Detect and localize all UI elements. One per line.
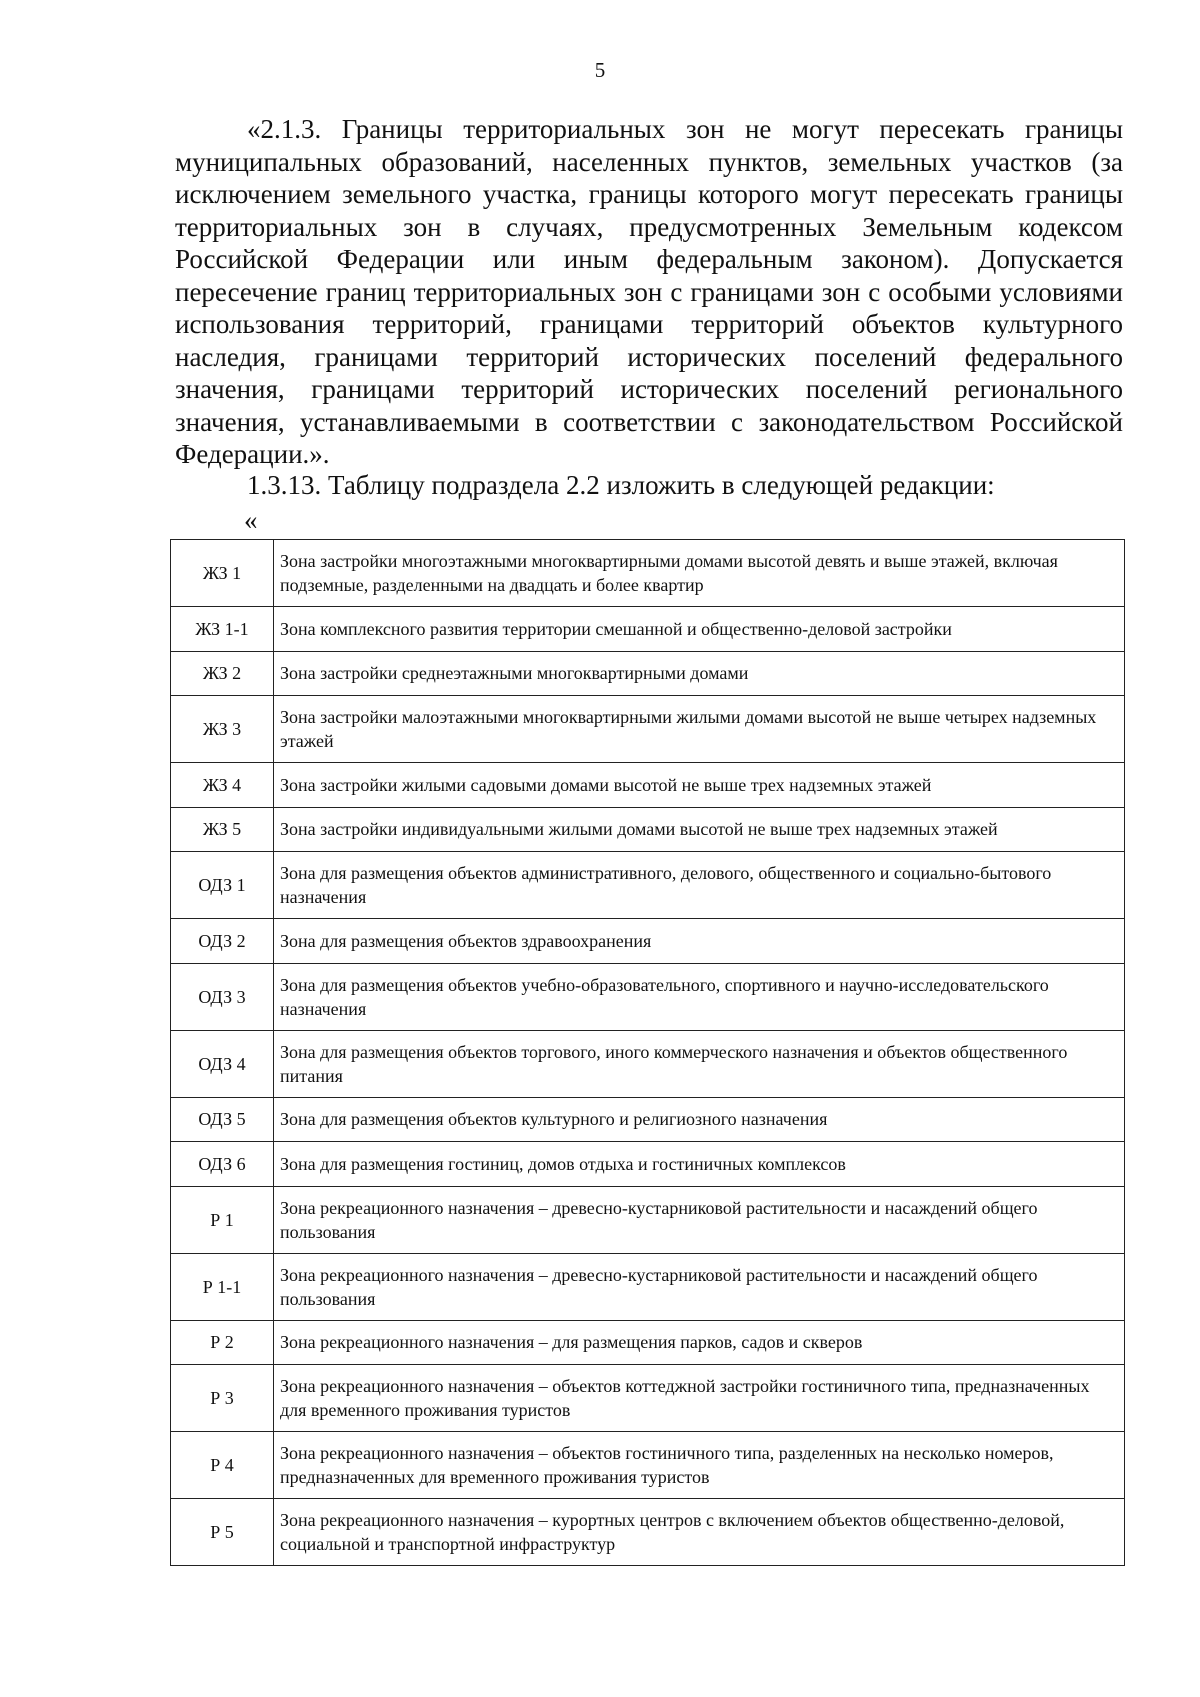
zone-code: ОДЗ 5 [171,1097,274,1142]
zone-description: Зона рекреационного назначения – для размещения парков, садов и скверов [274,1320,1125,1365]
zone-code: Р 4 [171,1432,274,1499]
zone-description: Зона застройки малоэтажными многоквартирными жилыми домами высотой не выше четырех надземных этажей [274,696,1125,763]
table-row [171,763,1125,808]
zone-description: Зона для размещения объектов административного, делового, общественного и социально-бытового назначения [274,852,1125,919]
zone-description: Зона рекреационного назначения – объектов коттеджной застройки гостиничного типа, предназначенных для временного проживания туристов [274,1365,1125,1432]
table-row [171,1142,1125,1187]
table-row [171,1499,1125,1566]
zone-code: ЖЗ 2 [171,651,274,696]
zone-description: Зона рекреационного назначения – древесно-кустарниковой растительности и насаждений общего пользования [274,1186,1125,1253]
zone-description: Зона для размещения объектов культурного и религиозного назначения [274,1097,1125,1142]
table-row [171,540,1125,607]
table-row [171,607,1125,652]
zone-code: ОДЗ 3 [171,963,274,1030]
zones-table [170,539,1125,1566]
zone-description: Зона для размещения объектов здравоохранения [274,919,1125,964]
zone-description: Зона рекреационного назначения – объектов гостиничного типа, разделенных на несколько номеров, предназначенных для временного проживания туристов [274,1432,1125,1499]
zone-code: ЖЗ 5 [171,807,274,852]
zone-code: Р 2 [171,1320,274,1365]
zone-description: Зона рекреационного назначения – древесно-кустарниковой растительности и насаждений общего пользования [274,1253,1125,1320]
zone-code: ОДЗ 4 [171,1030,274,1097]
zone-code: ОДЗ 2 [171,919,274,964]
zone-code: ЖЗ 1-1 [171,607,274,652]
table-row [171,651,1125,696]
zone-code: ОДЗ 1 [171,852,274,919]
table-row [171,852,1125,919]
table-row [171,1030,1125,1097]
table-row [171,1432,1125,1499]
table-row [171,1097,1125,1142]
zone-description: Зона застройки жилыми садовыми домами высотой не выше трех надземных этажей [274,763,1125,808]
zone-code: ЖЗ 4 [171,763,274,808]
opening-quote-mark: « [244,505,258,535]
zone-code: ОДЗ 6 [171,1142,274,1187]
table-row [171,1320,1125,1365]
table-instruction: 1.3.13. Таблицу подраздела 2.2 изложить в следующей редакции: [247,470,995,500]
zone-description: Зона рекреационного назначения – курортных центров с включением объектов общественно-деловой, социальной и транспортной инфраструктур [274,1499,1125,1566]
zone-description: Зона для размещения гостиниц, домов отдыха и гостиничных комплексов [274,1142,1125,1187]
table-row [171,1186,1125,1253]
zone-description: Зона комплексного развития территории смешанной и общественно-деловой застройки [274,607,1125,652]
table-row [171,696,1125,763]
table-row [171,807,1125,852]
table-row [171,1365,1125,1432]
zone-code: Р 3 [171,1365,274,1432]
zone-code: ЖЗ 1 [171,540,274,607]
table-row [171,963,1125,1030]
table-row [171,919,1125,964]
intro-paragraph: «2.1.3. Границы территориальных зон не могут пересекать границы муниципальных образований, населенных пунктов, земельных участков (за исключением земельного участка, границы которого могут пересекать границы территориальных зон в случаях, предусмотренных Земельным кодексом Российской Федерации или иным федеральным законом). Допускается пересечение границ территориальных зон с границами зон с особыми условиями использования территорий, границами территорий объектов культурного наследия, границами территорий исторических поселений федерального значения, границами территорий исторических поселений регионального значения, устанавливаемыми в соответствии с законодательством Российской Федерации.». [175,114,1123,469]
zone-description: Зона застройки среднеэтажными многоквартирными домами [274,651,1125,696]
zone-code: Р 5 [171,1499,274,1566]
zone-description: Зона для размещения объектов учебно-образовательного, спортивного и научно-исследовательского назначения [274,963,1125,1030]
zone-code: Р 1-1 [171,1253,274,1320]
zone-code: Р 1 [171,1186,274,1253]
zone-description: Зона для размещения объектов торгового, иного коммерческого назначения и объектов общественного питания [274,1030,1125,1097]
table-row [171,1253,1125,1320]
zone-description: Зона застройки многоэтажными многоквартирными домами высотой девять и выше этажей, включая подземные, разделенными на двадцать и более квартир [274,540,1125,607]
zone-description: Зона застройки индивидуальными жилыми домами высотой не выше трех надземных этажей [274,807,1125,852]
page-number: 5 [594,58,606,82]
zone-code: ЖЗ 3 [171,696,274,763]
